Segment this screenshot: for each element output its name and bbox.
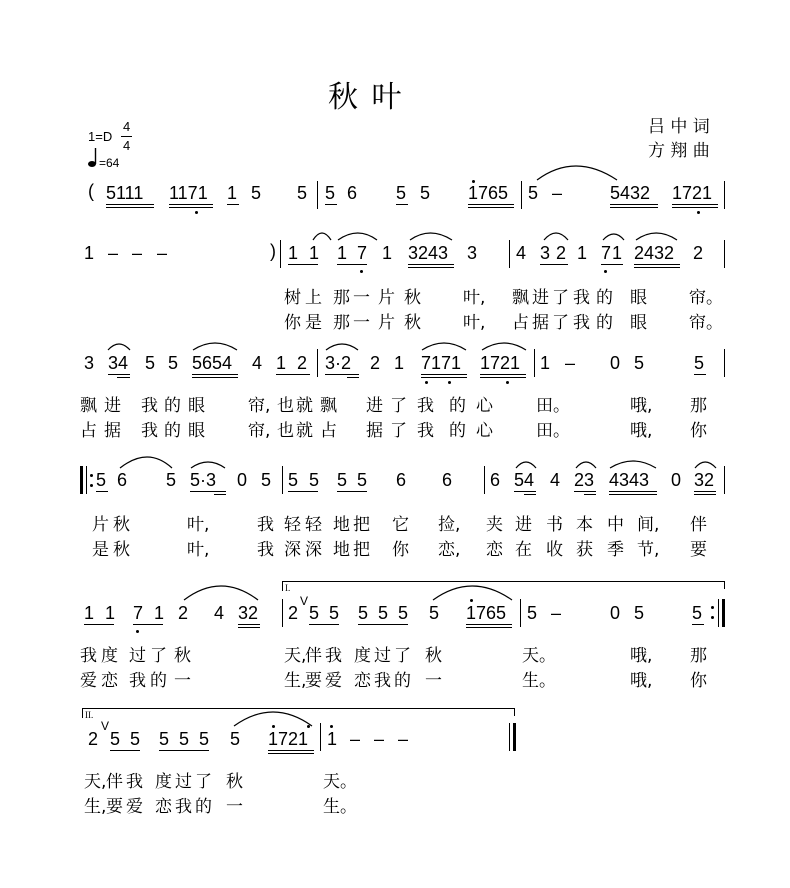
lyric: 的 xyxy=(394,671,411,691)
lyric: 天, xyxy=(284,646,307,666)
note: 34 xyxy=(108,353,129,373)
note: 5 xyxy=(159,729,170,749)
note: 1171 xyxy=(169,183,208,203)
lyric: 度 xyxy=(101,646,118,666)
lyric: 哦, xyxy=(630,396,653,416)
lyric: 我 xyxy=(573,313,590,333)
note: 7 xyxy=(357,243,368,263)
lyric: 夹 xyxy=(486,515,503,535)
lyric: 节, xyxy=(637,540,660,560)
note: 7 xyxy=(133,603,144,623)
lyric: 爱 xyxy=(80,671,97,691)
note: 1765 xyxy=(466,603,507,623)
note: 5 xyxy=(694,353,705,373)
lyric: 我 xyxy=(325,646,342,666)
lyric: 天。 xyxy=(323,772,357,792)
slur xyxy=(537,166,617,180)
lyric: 秋 xyxy=(174,646,191,666)
note: 6 xyxy=(396,470,407,490)
lyric: 伴 xyxy=(106,772,123,792)
dash: – xyxy=(157,243,168,263)
slur xyxy=(610,461,656,468)
note: 2 xyxy=(88,729,99,749)
lyric: 那 xyxy=(690,396,707,416)
note: 5 xyxy=(110,729,121,749)
note: 32 xyxy=(238,603,259,623)
note: 23 xyxy=(574,470,595,490)
lyric: 地 xyxy=(333,540,350,560)
lyric: 的 xyxy=(195,797,212,817)
note: 0 xyxy=(610,353,621,373)
lyric: 获 xyxy=(576,540,593,560)
lyric: 生。 xyxy=(522,671,556,691)
note: 5 xyxy=(634,603,645,623)
lyric: 了 xyxy=(552,288,569,308)
note: 0 xyxy=(671,470,682,490)
lyric: 我 xyxy=(573,288,590,308)
note: 5 xyxy=(396,183,407,203)
lyric: 心 xyxy=(476,421,493,441)
breath-mark: V xyxy=(101,719,110,733)
meter-bottom: 4 xyxy=(123,138,131,153)
lyric: 树 xyxy=(284,288,301,308)
lyric: 过 xyxy=(175,772,192,792)
lyric: 了 xyxy=(195,772,212,792)
lyric: 帘。 xyxy=(689,288,723,308)
lyric: 就 xyxy=(296,396,313,416)
lyric: 我 xyxy=(257,540,274,560)
note: 5654 xyxy=(192,353,233,373)
slur xyxy=(603,234,624,240)
lyric: 把 xyxy=(353,515,370,535)
lyric: 我 xyxy=(417,421,434,441)
slur xyxy=(433,586,512,600)
lyric: 你 xyxy=(690,671,707,691)
lyric: 你 xyxy=(392,540,409,560)
lyric: 飘 xyxy=(320,396,337,416)
note: 5 xyxy=(378,603,389,623)
lyric: 过 xyxy=(374,646,391,666)
slur xyxy=(482,343,526,350)
tempo-marking: =64 xyxy=(99,156,120,170)
note: 1 xyxy=(394,353,405,373)
note: 5 xyxy=(420,183,431,203)
note: 5 xyxy=(528,183,539,203)
note: 2 xyxy=(556,243,567,263)
lyric: 秋 xyxy=(404,288,421,308)
note: 1 xyxy=(612,243,623,263)
note: 5 xyxy=(398,603,409,623)
lyric: 要 xyxy=(106,797,123,817)
lyric: 片 xyxy=(378,313,395,333)
meter-top: 4 xyxy=(123,119,131,134)
note: 1721 xyxy=(672,183,713,203)
slur xyxy=(191,462,225,468)
note: 4 xyxy=(252,353,263,373)
lyric: 了 xyxy=(390,396,407,416)
lyric: 要 xyxy=(305,671,322,691)
lyric: 飘 xyxy=(512,288,529,308)
lyric: 爱 xyxy=(325,671,342,691)
lyric: 一 xyxy=(353,313,370,333)
lyric: 深 xyxy=(284,540,301,560)
note: 5 xyxy=(230,729,241,749)
note: 54 xyxy=(514,470,535,490)
note: 5 xyxy=(357,470,368,490)
note: 1 xyxy=(382,243,393,263)
lyric: 一 xyxy=(174,671,191,691)
lyric: 过 xyxy=(129,646,146,666)
lyric: 叶, xyxy=(187,515,210,535)
lyric: 的 xyxy=(164,396,181,416)
volta-2-label: II. xyxy=(85,710,94,720)
lyric: 那 xyxy=(333,288,350,308)
note: 5 xyxy=(96,470,107,490)
dash: – xyxy=(132,243,143,263)
lyric: 叶, xyxy=(463,313,486,333)
lyric: 了 xyxy=(552,313,569,333)
lyric: 我 xyxy=(80,646,97,666)
lyric: 田。 xyxy=(536,421,570,441)
note: 0 xyxy=(237,470,248,490)
note: 5 xyxy=(199,729,210,749)
lyric: 是 xyxy=(92,540,109,560)
lyric: 了 xyxy=(150,646,167,666)
note: 4 xyxy=(214,603,225,623)
lyric: 你 xyxy=(690,421,707,441)
note: 5 xyxy=(309,603,320,623)
note: 5111 xyxy=(106,183,144,203)
lyric: 生。 xyxy=(323,797,357,817)
lyric: 天, xyxy=(84,772,107,792)
note: 1721 xyxy=(268,729,309,749)
note: 1 xyxy=(327,729,338,749)
slur xyxy=(326,344,358,350)
note: 5 xyxy=(251,183,262,203)
lyric: 在 xyxy=(515,540,532,560)
volta-1-label: I. xyxy=(285,583,291,593)
lyric: 一 xyxy=(226,797,243,817)
lyric: 我 xyxy=(126,772,143,792)
lyric: 据 xyxy=(104,421,121,441)
lyric: 你 xyxy=(284,313,301,333)
lyric: 我 xyxy=(129,671,146,691)
note: 5 xyxy=(297,183,308,203)
song-title: 秋 叶 xyxy=(328,80,404,115)
open-paren: ( xyxy=(88,181,94,201)
slur xyxy=(695,462,716,468)
lyric: 进 xyxy=(515,515,532,535)
slur xyxy=(422,343,466,350)
note: 1 xyxy=(288,243,299,263)
lyric: 哦, xyxy=(630,421,653,441)
lyric: 把 xyxy=(353,540,370,560)
note: 3·2 xyxy=(325,353,352,373)
lyric: 帘, xyxy=(248,421,271,441)
note: 5 xyxy=(634,353,645,373)
lyric: 伴 xyxy=(305,646,322,666)
lyric: 是 xyxy=(305,313,322,333)
lyric: 伴 xyxy=(690,515,707,535)
note: 1 xyxy=(84,243,95,263)
lyric: 飘 xyxy=(80,396,97,416)
note: 2432 xyxy=(634,243,675,263)
note: 1721 xyxy=(480,353,521,373)
note: 5 xyxy=(358,603,369,623)
key-signature: 1=D xyxy=(88,129,113,144)
lyric: 间, xyxy=(637,515,660,535)
lyric: 进 xyxy=(366,396,383,416)
note: 3243 xyxy=(408,243,449,263)
note: 5 xyxy=(337,470,348,490)
note: 1 xyxy=(84,603,95,623)
lyric: 了 xyxy=(394,646,411,666)
note: 2 xyxy=(297,353,308,373)
lyric: 的 xyxy=(449,421,466,441)
lyric: 那 xyxy=(690,646,707,666)
slur xyxy=(576,462,596,468)
lyric: 上 xyxy=(305,288,322,308)
dash: – xyxy=(551,603,562,623)
note: 6 xyxy=(490,470,501,490)
lyric: 度 xyxy=(155,772,172,792)
note: 1 xyxy=(276,353,287,373)
lyric: 片 xyxy=(378,288,395,308)
note: 1 xyxy=(105,603,116,623)
lyric: 轻 xyxy=(284,515,301,535)
note: 5 xyxy=(692,603,703,623)
lyric: 要 xyxy=(690,540,707,560)
dash: – xyxy=(552,183,563,203)
note: 1 xyxy=(577,243,588,263)
dash: – xyxy=(374,729,385,749)
lyric: 也 xyxy=(277,396,294,416)
note: 1765 xyxy=(468,183,509,203)
slur xyxy=(108,344,130,350)
note: 6 xyxy=(347,183,358,203)
note: 5 xyxy=(130,729,141,749)
note: 5 xyxy=(429,603,440,623)
lyric: 本 xyxy=(576,515,593,535)
lyric: 田。 xyxy=(536,396,570,416)
lyric: 恋 xyxy=(354,671,371,691)
lyric: 深 xyxy=(305,540,322,560)
note: 4 xyxy=(516,243,527,263)
note: 5 xyxy=(309,470,320,490)
lyric: 我 xyxy=(175,797,192,817)
lyric: 进 xyxy=(104,396,121,416)
note: 5 xyxy=(288,470,299,490)
slur xyxy=(516,462,536,468)
note: 5 xyxy=(325,183,336,203)
note: 5 xyxy=(329,603,340,623)
lyric: 一 xyxy=(425,671,442,691)
breath-mark: V xyxy=(300,594,309,608)
lyric: 我 xyxy=(257,515,274,535)
slur xyxy=(410,233,452,240)
note: 5 xyxy=(168,353,179,373)
lyric: 了 xyxy=(390,421,407,441)
note: 3 xyxy=(84,353,95,373)
lyric: 的 xyxy=(596,313,613,333)
slur xyxy=(234,712,312,726)
lyric: 天。 xyxy=(522,646,556,666)
lyric: 哦, xyxy=(630,646,653,666)
lyric: 眼 xyxy=(630,288,647,308)
note: 5 xyxy=(179,729,190,749)
lyric: 季 xyxy=(607,540,624,560)
note: 7171 xyxy=(421,353,462,373)
lyric: 哦, xyxy=(630,671,653,691)
lyric: 就 xyxy=(296,421,313,441)
dash: – xyxy=(565,353,576,373)
lyric: 叶, xyxy=(463,288,486,308)
lyric: 我 xyxy=(141,421,158,441)
lyric: 据 xyxy=(366,421,383,441)
lyric: 它 xyxy=(392,515,409,535)
lyric: 生, xyxy=(284,671,307,691)
note: 6 xyxy=(442,470,453,490)
lyric: 秋 xyxy=(226,772,243,792)
note: 1 xyxy=(154,603,165,623)
close-paren: ) xyxy=(270,241,276,261)
lyric: 据 xyxy=(532,313,549,333)
note: 4 xyxy=(550,470,561,490)
lyric: 恋 xyxy=(155,797,172,817)
lyric: 秋 xyxy=(425,646,442,666)
note: 1 xyxy=(227,183,238,203)
lyric: 眼 xyxy=(188,396,205,416)
lyric: 的 xyxy=(596,288,613,308)
lyric: 那 xyxy=(333,313,350,333)
note: 2 xyxy=(178,603,189,623)
note: 2 xyxy=(693,243,704,263)
lyric: 秋 xyxy=(404,313,421,333)
slur xyxy=(184,586,258,600)
lyric: 心 xyxy=(476,396,493,416)
slur xyxy=(193,343,237,350)
note: 1 xyxy=(337,243,348,263)
note: 6 xyxy=(117,470,128,490)
lyric: 进 xyxy=(532,288,549,308)
note: 2 xyxy=(288,603,299,623)
lyric: 的 xyxy=(150,671,167,691)
note: 5432 xyxy=(610,183,651,203)
lyric: 爱 xyxy=(126,797,143,817)
lyric: 眼 xyxy=(188,421,205,441)
slur xyxy=(636,233,677,240)
lyric: 生, xyxy=(84,797,107,817)
lyric: 收 xyxy=(546,540,563,560)
lyric: 帘。 xyxy=(689,313,723,333)
note: 5 xyxy=(261,470,272,490)
lyric: 地 xyxy=(333,515,350,535)
note: 0 xyxy=(610,603,621,623)
lyric: 捡, xyxy=(438,515,461,535)
lyric: 书 xyxy=(546,515,563,535)
lyric: 秋 xyxy=(113,540,130,560)
note: 32 xyxy=(694,470,715,490)
note: 5·3 xyxy=(190,470,217,490)
lyric: 帘, xyxy=(248,396,271,416)
note: 5 xyxy=(166,470,177,490)
lyric: 占 xyxy=(80,421,97,441)
note: 5 xyxy=(145,353,156,373)
slur xyxy=(338,233,377,240)
note: 3 xyxy=(467,243,478,263)
lyric: 片 xyxy=(92,515,109,535)
note: 1 xyxy=(540,353,551,373)
dash: – xyxy=(398,729,409,749)
lyric: 我 xyxy=(374,671,391,691)
dash: – xyxy=(108,243,119,263)
lyric: 占 xyxy=(320,421,337,441)
lyric: 我 xyxy=(417,396,434,416)
composer-credit: 方 翔 曲 xyxy=(648,141,710,161)
lyric: 的 xyxy=(164,421,181,441)
lyric: 一 xyxy=(353,288,370,308)
lyric: 中 xyxy=(607,515,624,535)
lyric: 度 xyxy=(354,646,371,666)
lyric: 叶, xyxy=(187,540,210,560)
note: 5 xyxy=(527,603,538,623)
lyricist-credit: 吕 中 词 xyxy=(648,117,710,137)
note: 7 xyxy=(601,243,612,263)
slur xyxy=(120,457,172,468)
lyric: 轻 xyxy=(305,515,322,535)
note: 4343 xyxy=(609,470,650,490)
slur xyxy=(313,233,331,240)
lyric: 眼 xyxy=(630,313,647,333)
lyric: 恋 xyxy=(101,671,118,691)
lyric: 占 xyxy=(512,313,529,333)
lyric: 也 xyxy=(277,421,294,441)
lyric: 恋 xyxy=(486,540,503,560)
note: 3 xyxy=(540,243,551,263)
note: 2 xyxy=(370,353,381,373)
dash: – xyxy=(350,729,361,749)
note: 1 xyxy=(309,243,320,263)
lyric: 我 xyxy=(141,396,158,416)
slur xyxy=(544,233,568,240)
lyric: 秋 xyxy=(113,515,130,535)
lyric: 恋, xyxy=(438,540,461,560)
lyric: 的 xyxy=(449,396,466,416)
